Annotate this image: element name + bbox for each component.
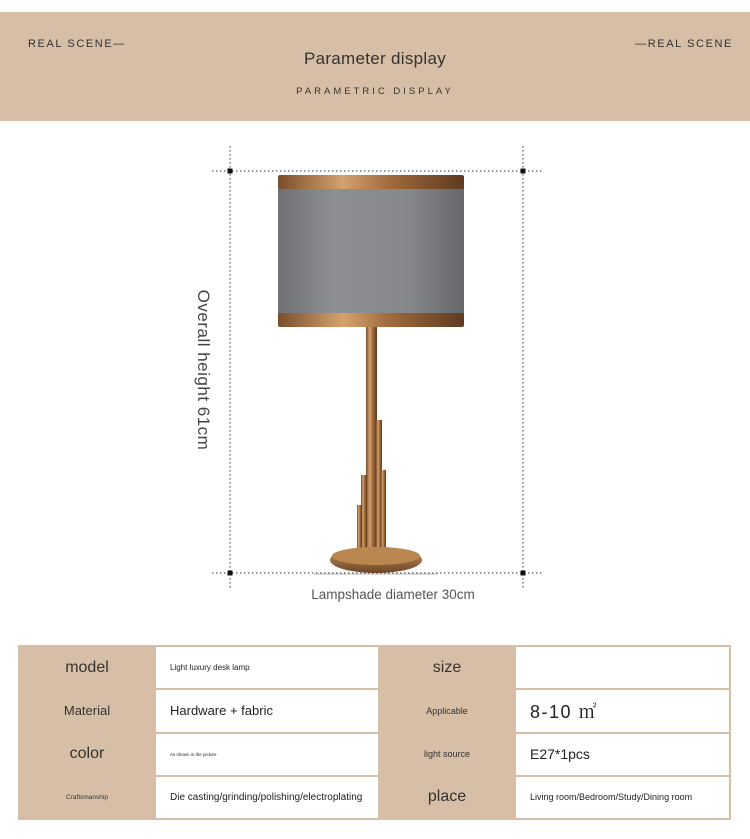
spec-table [18,645,731,820]
lampshade-diameter-label: Lampshade diameter 30cm [311,587,475,602]
spec-key-model: model [20,647,154,688]
spec-key-place: place [380,777,514,818]
spec-value-model: Light luxury desk lamp [156,647,378,688]
spec-value-size [516,647,729,688]
real-scene-left-tag: REAL SCENE— [28,38,126,50]
spec-value-applicable: 8-10 ㎡ [516,690,729,731]
page-subtitle: PARAMETRIC DISPLAY [296,86,454,97]
spec-value-craftsmanship: Die casting/grinding/polishing/electroplating [156,777,378,818]
spec-value-place: Living room/Bedroom/Study/Dining room [516,777,729,818]
header-banner [0,12,750,121]
spec-key-applicable: Applicable [380,690,514,731]
spec-value-material: Hardware + fabric [156,690,378,731]
overall-height-label: Overall height 61cm [194,289,213,451]
spec-key-craftsmanship: Craftsmanship [20,777,154,818]
spec-value-color: As shown in the picture [156,734,378,775]
lamp-dimension-figure [0,121,750,641]
real-scene-right-tag: —REAL SCENE [635,38,733,50]
lamp-shade [278,175,464,327]
lamp-body [314,325,438,574]
spec-key-light-source: light source [380,734,514,775]
spec-key-color: color [20,734,154,775]
spec-key-material: Material [20,690,154,731]
spec-value-light-source: E27*1pcs [516,734,729,775]
page-title: Parameter display [303,49,447,68]
spec-key-size: size [380,647,514,688]
